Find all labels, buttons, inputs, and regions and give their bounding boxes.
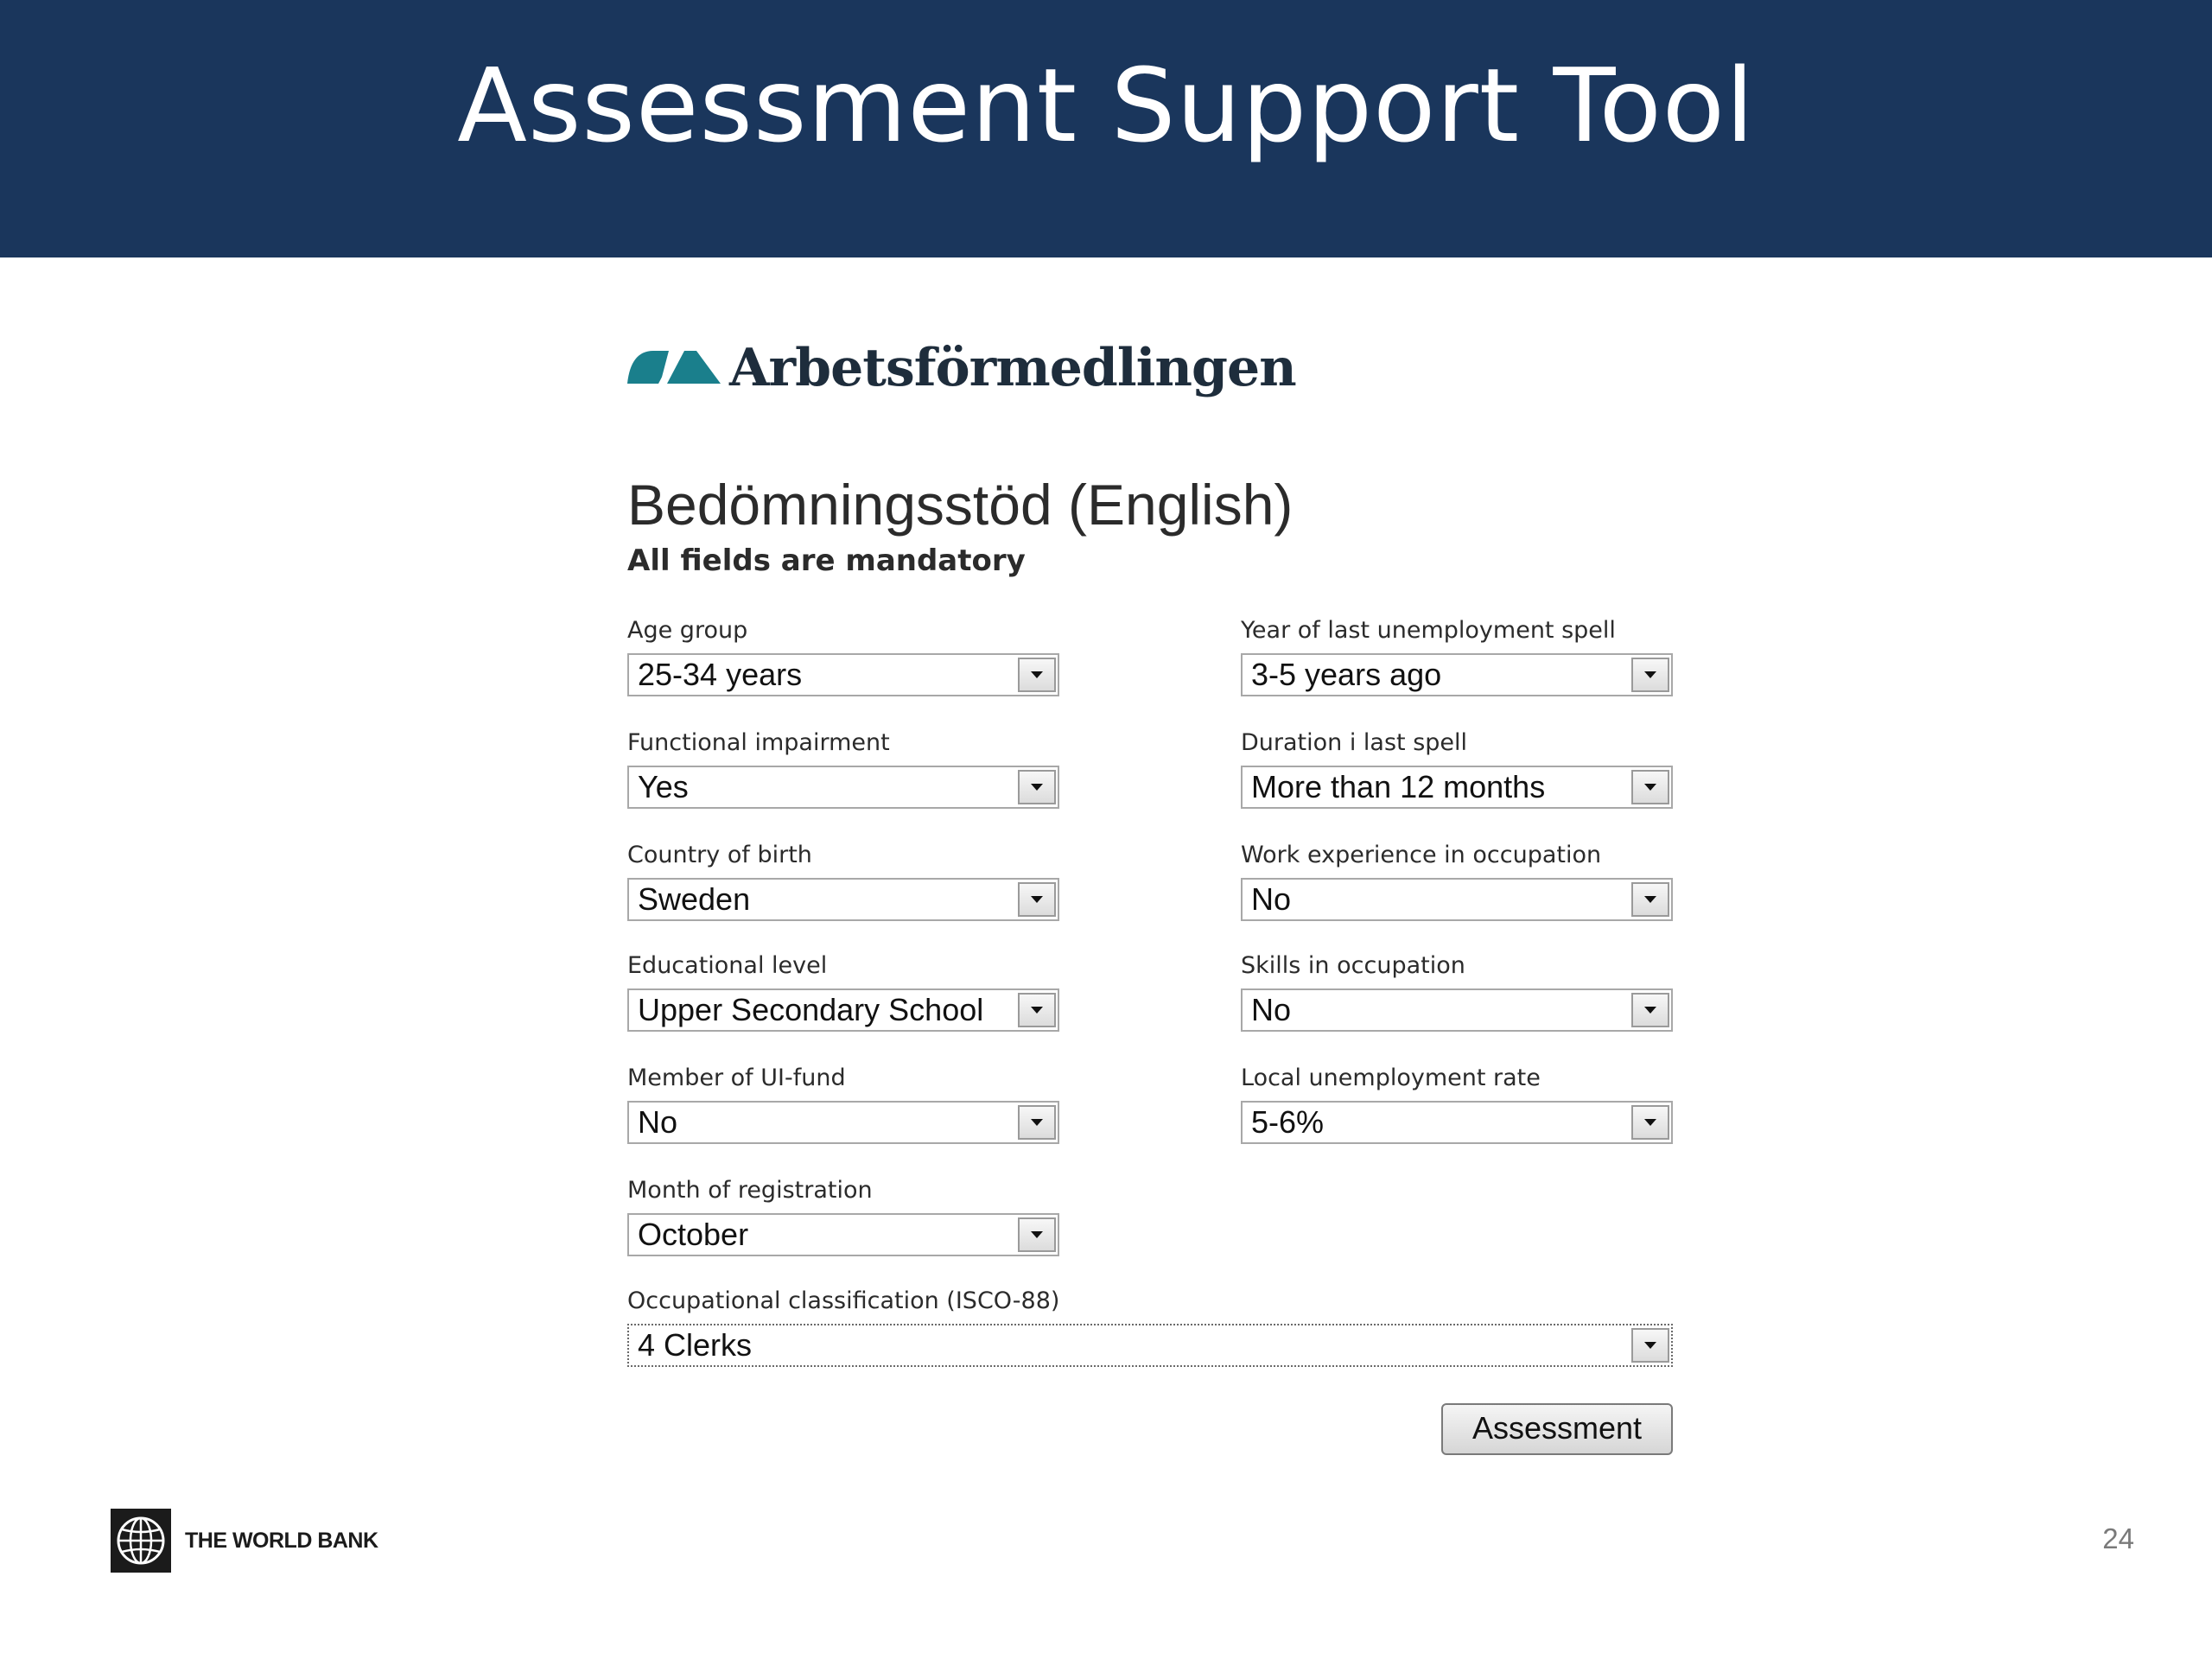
select-value: No bbox=[638, 1104, 678, 1140]
form-title: Bedömningsstöd (English) bbox=[627, 473, 1294, 537]
dropdown-arrow-icon[interactable] bbox=[1631, 882, 1669, 917]
dropdown-arrow-icon[interactable] bbox=[1631, 1105, 1669, 1140]
select-value: Upper Secondary School bbox=[638, 992, 984, 1027]
dropdown-arrow-icon[interactable] bbox=[1631, 658, 1669, 692]
country-of-birth-select[interactable] bbox=[627, 878, 1059, 921]
field-label: Year of last unemployment spell bbox=[1241, 617, 1616, 644]
world-bank-name: THE WORLD BANK bbox=[185, 1529, 378, 1553]
skills-in-occupation-select[interactable] bbox=[1241, 988, 1673, 1032]
select-value: More than 12 months bbox=[1251, 769, 1546, 804]
field-label: Functional impairment bbox=[627, 729, 890, 756]
select-value: 4 Clerks bbox=[638, 1327, 753, 1363]
dropdown-arrow-icon[interactable] bbox=[1018, 1105, 1056, 1140]
functional-impairment-select[interactable] bbox=[627, 766, 1059, 809]
arbetsformedlingen-logo-icon bbox=[627, 339, 722, 391]
field-label: Local unemployment rate bbox=[1241, 1065, 1541, 1091]
brand-name: Arbetsförmedlingen bbox=[729, 338, 1296, 398]
dropdown-arrow-icon[interactable] bbox=[1631, 993, 1669, 1027]
member-ui-fund-select[interactable] bbox=[627, 1101, 1059, 1144]
educational-level-select[interactable] bbox=[627, 988, 1059, 1032]
field-label: Month of registration bbox=[627, 1177, 873, 1204]
local-unemployment-rate-select[interactable] bbox=[1241, 1101, 1673, 1144]
field-label: Member of UI-fund bbox=[627, 1065, 846, 1091]
select-value: No bbox=[1251, 881, 1292, 917]
dropdown-arrow-icon[interactable] bbox=[1631, 770, 1669, 804]
month-of-registration-select[interactable] bbox=[627, 1213, 1059, 1256]
dropdown-arrow-icon[interactable] bbox=[1018, 658, 1056, 692]
form-subtitle: All fields are mandatory bbox=[627, 543, 1026, 578]
select-value: 3-5 years ago bbox=[1251, 657, 1442, 692]
page-number: 24 bbox=[2102, 1522, 2134, 1554]
assessment-button[interactable]: Assessment bbox=[1441, 1403, 1673, 1455]
dropdown-arrow-icon[interactable] bbox=[1018, 993, 1056, 1027]
select-value: Yes bbox=[638, 769, 689, 804]
field-label: Educational level bbox=[627, 952, 828, 979]
age-group-select[interactable] bbox=[627, 653, 1059, 696]
dropdown-arrow-icon[interactable] bbox=[1018, 882, 1056, 917]
year-last-spell-select[interactable] bbox=[1241, 653, 1673, 696]
dropdown-arrow-icon[interactable] bbox=[1018, 770, 1056, 804]
field-label: Duration i last spell bbox=[1241, 729, 1468, 756]
select-value: October bbox=[638, 1217, 749, 1252]
duration-last-spell-select[interactable] bbox=[1241, 766, 1673, 809]
dropdown-arrow-icon[interactable] bbox=[1631, 1328, 1669, 1363]
work-experience-select[interactable] bbox=[1241, 878, 1673, 921]
field-label: Age group bbox=[627, 617, 748, 644]
field-label: Country of birth bbox=[627, 842, 812, 868]
world-bank-globe-icon bbox=[111, 1509, 171, 1573]
field-label: Skills in occupation bbox=[1241, 952, 1465, 979]
occupational-classification-select[interactable] bbox=[627, 1324, 1673, 1367]
select-value: No bbox=[1251, 992, 1292, 1027]
dropdown-arrow-icon[interactable] bbox=[1018, 1217, 1056, 1252]
slide-title: Assessment Support Tool bbox=[457, 46, 1755, 165]
field-label: Occupational classification (ISCO-88) bbox=[627, 1287, 1060, 1314]
select-value: 5-6% bbox=[1251, 1104, 1325, 1140]
select-value: Sweden bbox=[638, 881, 751, 917]
field-label: Work experience in occupation bbox=[1241, 842, 1602, 868]
select-value: 25-34 years bbox=[638, 657, 803, 692]
